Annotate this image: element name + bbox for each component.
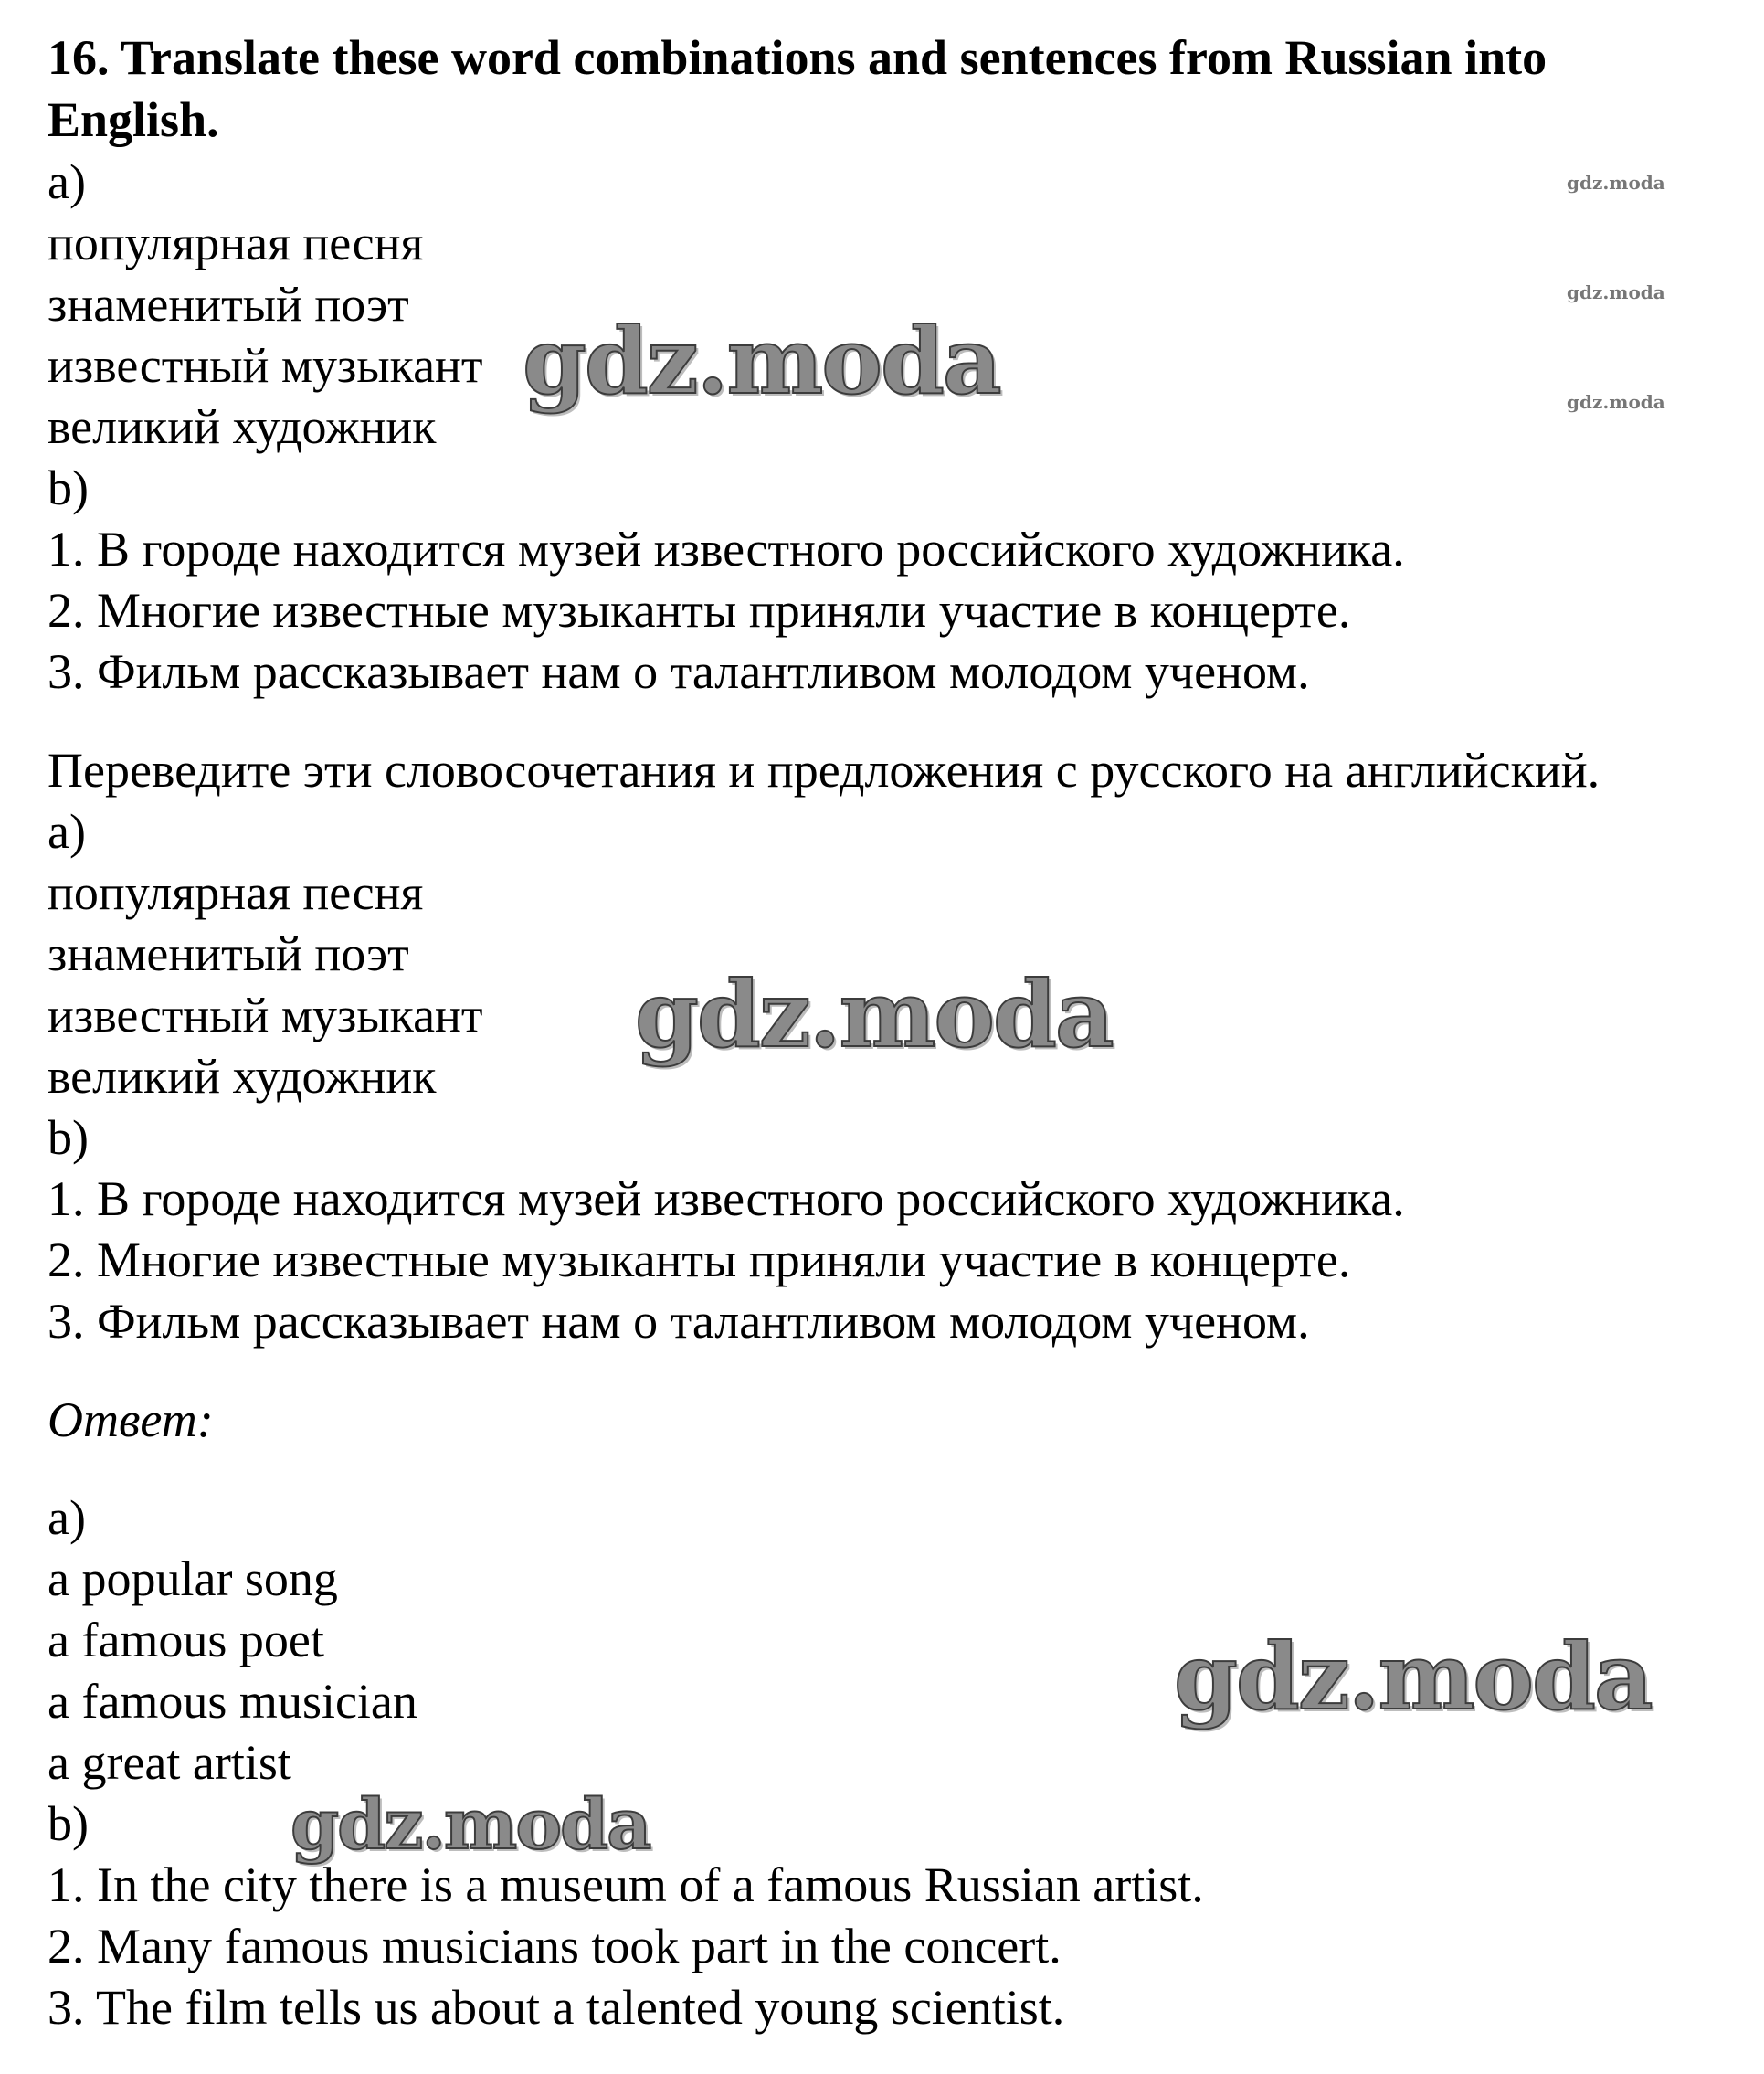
translation-sentence: 3. Фильм рассказывает нам о талантливом молодом ученом. xyxy=(48,1294,1310,1349)
task-sentence: 2. Многие известные музыканты приняли участие в концерте. xyxy=(48,583,1351,638)
answer-phrase: a famous musician xyxy=(48,1674,417,1729)
task-phrase: знаменитый поэт xyxy=(48,277,409,332)
task-part-b-label: b) xyxy=(48,460,89,515)
translation-part-b-label: b) xyxy=(48,1110,89,1165)
answer-sentence: 2. Many famous musicians took part in the concert. xyxy=(48,1919,1062,1973)
translation-phrase: известный музыкант xyxy=(48,988,483,1042)
watermark: gdz.moda xyxy=(523,307,1000,415)
answer-sentence: 3. The film tells us about a talented young scientist. xyxy=(48,1980,1065,2035)
answer-phrase: a great artist xyxy=(48,1735,291,1790)
answer-part-a-label: a) xyxy=(48,1490,86,1545)
watermark: gdz.moda xyxy=(1174,1623,1652,1730)
translation-sentence: 2. Многие известные музыканты приняли участие в концерте. xyxy=(48,1233,1351,1287)
answer-phrase: a famous poet xyxy=(48,1613,324,1667)
task-sentence: 3. Фильм рассказывает нам о талантливом молодом ученом. xyxy=(48,644,1310,699)
answer-label: Ответ: xyxy=(48,1392,214,1447)
watermark: gdz.moda xyxy=(290,1783,650,1865)
translation-phrase: знаменитый поэт xyxy=(48,926,409,981)
task-phrase: популярная песня xyxy=(48,216,424,270)
watermark-small: gdz.moda xyxy=(1567,391,1665,413)
translation-sentence: 1. В городе находится музей известного российского художника. xyxy=(48,1171,1405,1226)
task-sentence: 1. В городе находится музей известного российского художника. xyxy=(48,522,1405,577)
task-phrase: великий художник xyxy=(48,399,437,454)
watermark: gdz.moda xyxy=(635,960,1113,1068)
task-phrase: известный музыкант xyxy=(48,338,483,393)
task-part-a-label: a) xyxy=(48,154,86,209)
watermark-small: gdz.moda xyxy=(1567,281,1665,303)
translation-instruction: Переведите эти словосочетания и предложения с русского на английский. xyxy=(48,743,1600,798)
task-title-line-2: English. xyxy=(48,92,219,147)
translation-phrase: популярная песня xyxy=(48,865,424,920)
task-title-line-1: 16. Translate these word combinations and sentences from Russian into xyxy=(48,30,1547,85)
answer-phrase: a popular song xyxy=(48,1551,338,1606)
watermark-small: gdz.moda xyxy=(1567,172,1665,194)
answer-sentence: 1. In the city there is a museum of a famous Russian artist. xyxy=(48,1857,1204,1912)
answer-part-b-label: b) xyxy=(48,1796,89,1851)
translation-phrase: великий художник xyxy=(48,1049,437,1104)
translation-part-a-label: a) xyxy=(48,804,86,859)
